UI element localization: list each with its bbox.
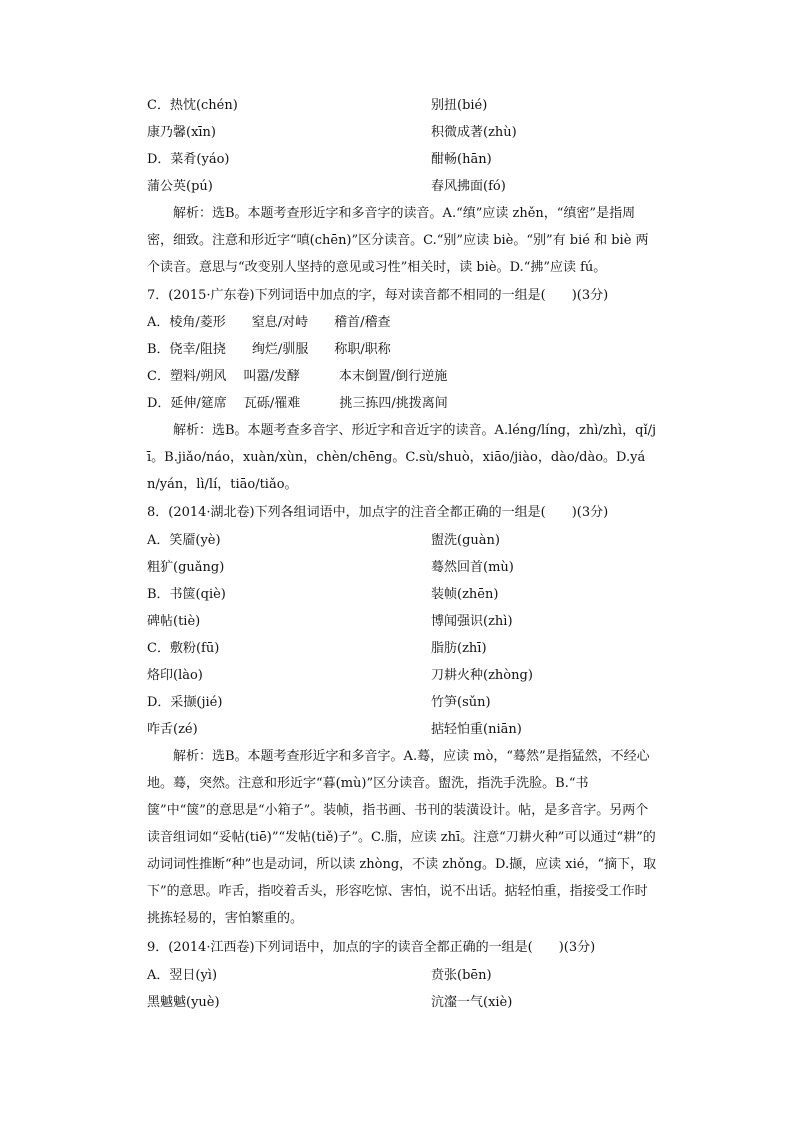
- option-right: 刀耕火种(zhòng): [431, 668, 533, 683]
- option-right: 盥洗(guàn): [431, 533, 500, 548]
- option-right: 沆瀣一气(xiè): [431, 995, 513, 1010]
- option-left: 烙印(lào): [147, 668, 203, 683]
- option-a: A．棱角/菱形 窒息/对峙 稽首/稽查: [147, 315, 391, 330]
- option-right: 掂轻怕重(niān): [431, 722, 522, 737]
- option-right: 蓦然回首(mù): [431, 560, 514, 575]
- option-d: D．延伸/筵席 瓦砾/罹难 挑三拣四/挑拨离间: [147, 396, 448, 411]
- analysis-q6: 解析：选B。本题考查形近字和多音字的读音。A.“缜”应读 zhěn，“缜密”是指周密，细致。注意和形近字“嗔(chēn)”区分读音。C.“别”应读 biè。“别”有 bié 和 biè 两个读音。意思与“改变别人坚持的意见或习性”相关时，读 biè。D.“拂”应读 fú。: [147, 206, 649, 275]
- option-right: 竹笋(sǔn): [431, 695, 491, 710]
- option-left: A．笑靥(yè): [147, 533, 221, 548]
- option-left: B．书箧(qiè): [147, 587, 226, 602]
- option-left: 咋舌(zé): [147, 722, 198, 737]
- option-left: C．热忱(chén): [147, 98, 238, 113]
- option-left: C．敷粉(fū): [147, 641, 220, 656]
- option-right: 春风拂面(fó): [431, 179, 506, 194]
- option-right: 脂肪(zhī): [431, 641, 487, 656]
- option-left: 碑帖(tiè): [147, 614, 201, 629]
- option-c: C．塑料/朔风 叫嚣/发酵 本末倒置/倒行逆施: [147, 369, 448, 384]
- question-stem-8: 8．(2014·湖北卷)下列各组词语中，加点字的注音全都正确的一组是( )(3分): [147, 505, 609, 520]
- option-right: 积微成著(zhù): [431, 125, 517, 140]
- question-stem-7: 7．(2015·广东卷)下列词语中加点的字，每对读音都不相同的一组是( )(3分): [147, 288, 609, 303]
- option-left: D．采撷(jié): [147, 695, 223, 710]
- option-left: A．翌日(yì): [147, 968, 218, 983]
- analysis-q8: 解析：选B。本题考查形近字和多音字。A.蓦，应读 mò，“蓦然”是指猛然，不经心地。蓦，突然。注意和形近字“暮(mù)”区分读音。盥洗，指洗手洗脸。B.“书箧”中“箧”的意思是“小箱子”。装帧，指书画、书刊的装潢设计。帖，是多音字。另两个读音组词如“妥帖(tiē)”“发帖(tiě)子”。C.脂，应读 zhī。注意“刀耕火种”可以通过“耕”的动词词性推断“种”也是动词，所以读 zhòng，不读 zhǒng。D.撷，应读 xié，“摘下，取下”的意思。咋舌，指咬着舌头，形容吃惊、害怕，说不出话。掂轻怕重，指接受工作时挑拣轻易的，害怕繁重的。: [147, 749, 657, 926]
- option-right: 别扭(bié): [431, 98, 488, 113]
- option-left: 康乃馨(xīn): [147, 125, 217, 140]
- option-right: 酣畅(hān): [431, 152, 492, 167]
- option-left: 粗犷(guǎng): [147, 560, 225, 575]
- analysis-q7: 解析：选B。本题考查多音字、形近字和音近字的读音。A.léng/líng，zhì/zhì，qǐ/jī。B.jiǎo/náo，xuàn/xùn，chèn/chēng。C.sù/shuò，xiāo/jiào，dào/dào。D.yán/yán，lì/lí，tiāo/tiǎo。: [147, 423, 657, 492]
- option-left: 黑魆魆(yuè): [147, 995, 220, 1010]
- option-right: 贲张(bēn): [431, 968, 492, 983]
- option-right: 装帧(zhēn): [431, 587, 499, 602]
- option-left: D．菜肴(yáo): [147, 152, 230, 167]
- option-right: 博闻强识(zhì): [431, 614, 513, 629]
- option-left: 蒲公英(pú): [147, 179, 213, 194]
- question-stem-9: 9．(2014·江西卷)下列词语中，加点的字的读音全都正确的一组是( )(3分): [147, 940, 596, 955]
- option-b: B．侥幸/阻挠 绚烂/驯服 称职/职称: [147, 342, 391, 357]
